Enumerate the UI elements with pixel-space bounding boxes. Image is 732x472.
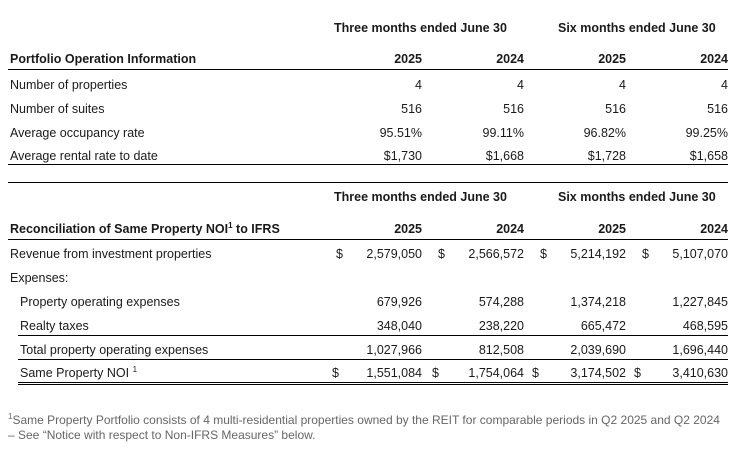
currency-symbol: $ [532,366,539,380]
group-header-six-months: Six months ended June 30 [558,21,716,35]
currency-symbol: $ [540,247,547,261]
year-header: 2025 [394,52,422,66]
currency-symbol: $ [332,366,339,380]
table-cell: $1,730 [383,149,422,163]
currency-symbol: $ [432,366,439,380]
table-cell: 679,926 [376,295,422,309]
table-cell: 468,595 [682,319,728,333]
noi-rule-2 [18,384,728,385]
table-cell: $1,658 [689,149,728,163]
row-label: Number of properties [10,78,128,92]
table-cell: 96.82% [583,126,626,140]
table-cell: 4 [415,78,422,92]
year-header: 2024 [700,52,728,66]
table-cell: 1,227,845 [672,295,728,309]
total-rule [18,359,728,360]
table-cell: 516 [503,102,524,116]
table-cell: $1,728 [587,149,626,163]
table-cell: 1,027,966 [366,343,422,357]
table-cell: 665,472 [580,319,626,333]
table-cell: 1,551,084 [366,366,422,380]
row-label: Realty taxes [20,319,89,333]
table-cell: 4 [619,78,626,92]
table-cell: 95.51% [379,126,422,140]
group-header-three-months: Three months ended June 30 [334,190,507,204]
table-cell: 238,220 [478,319,524,333]
table-cell: $1,668 [485,149,524,163]
currency-symbol: $ [634,366,641,380]
table-cell: 348,040 [376,319,422,333]
currency-symbol: $ [438,247,445,261]
table2-header-rule [8,239,728,240]
table-cell: 99.11% [482,126,524,140]
table-cell: 4 [517,78,524,92]
table1-header-rule [8,69,728,70]
group-header-six-months: Six months ended June 30 [558,190,716,204]
noi-rule-1 [18,382,728,383]
table-cell: 1,696,440 [672,343,728,357]
year-header: 2025 [598,222,626,236]
year-header: 2025 [394,222,422,236]
table-cell: 5,107,070 [672,247,728,261]
table-cell: 1,754,064 [468,366,524,380]
group-header-three-months: Three months ended June 30 [334,21,507,35]
currency-symbol: $ [336,247,343,261]
table-cell: 516 [707,102,728,116]
table-cell: 516 [605,102,626,116]
table-cell: 99.25% [685,126,728,140]
table-cell: 3,410,630 [672,366,728,380]
year-header: 2024 [700,222,728,236]
table1-row-rule [8,164,728,165]
table2-title: Reconciliation of Same Property NOI$^1$ to IFRS [10,220,280,236]
row-label: Revenue from investment properties [10,247,212,261]
table-cell: 516 [401,102,422,116]
table-cell: 574,288 [478,295,524,309]
footnote: $^1$Same Property Portfolio consists of 4 multi-residential properties owned by the REIT for comparable periods in Q2 2025 and Q2 2024 – See “Notice with respect to Non-IFRS Measures” below. [8,412,720,442]
table-cell: 5,214,192 [570,247,626,261]
table-cell: 4 [721,78,728,92]
currency-symbol: $ [642,247,649,261]
year-header: 2024 [496,52,524,66]
table1-title: Portfolio Operation Information [10,52,197,66]
year-header: 2024 [496,222,524,236]
table2-top-rule [8,182,728,183]
table-cell: 3,174,502 [570,366,626,380]
row-label: Number of suites [10,102,105,116]
row-label: Property operating expenses [20,295,180,309]
table-cell: 2,579,050 [366,247,422,261]
row-label: Average occupancy rate [10,126,145,140]
row-label: Total property operating expenses [20,343,209,357]
row-label: Same Property NOI $^1$ [20,364,138,380]
table-cell: 812,508 [478,343,524,357]
year-header: 2025 [598,52,626,66]
table-cell: 2,039,690 [570,343,626,357]
expenses-label: Expenses: [10,271,69,285]
row-label: Average rental rate to date [10,149,158,163]
table-cell: 1,374,218 [570,295,626,309]
subtotal-rule [18,335,728,336]
table-cell: 2,566,572 [468,247,524,261]
